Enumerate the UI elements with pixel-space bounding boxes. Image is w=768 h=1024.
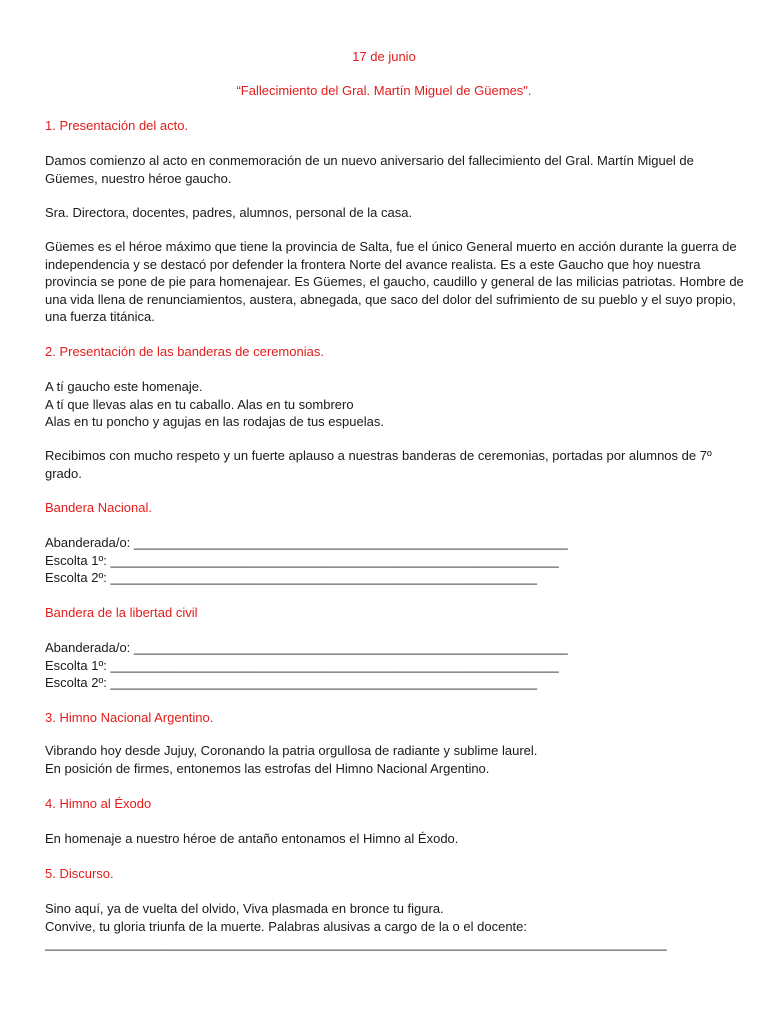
section-2-verse-2: A tí que llevas alas en tu caballo. Alas en tu sombrero [45, 396, 354, 412]
section-2-paragraph-line-2: grado. [45, 465, 82, 481]
section-3-line-2: En posición de firmes, entonemos las estrofas del Himno Nacional Argentino. [45, 760, 490, 776]
section-3-line-1: Vibrando hoy desde Jujuy, Coronando la patria orgullosa de radiante y sublime laurel. [45, 743, 538, 758]
section-5-signature-blank: ______________________________________________________________________________________ [45, 936, 667, 951]
document-title: “Fallecimiento del Gral. Martín Miguel de Güemes". [236, 83, 532, 98]
section-1-paragraph-1-line-1: Damos comienzo al acto en conmemoración de un nuevo aniversario del fallecimiento del Gral. Martín Miguel de [45, 153, 694, 168]
section-2-paragraph-line-1: Recibimos con mucho respeto y un fuerte aplauso a nuestras banderas de ceremonias, portadas por alumnos de 7º [45, 448, 712, 463]
section-5-line-2: Convive, tu gloria triunfa de la muerte. Palabras alusivas a cargo de la o el docente: [45, 918, 527, 934]
section-3-heading: 3. Himno Nacional Argentino. [45, 710, 214, 725]
section-2-heading: 2. Presentación de las banderas de ceremonias. [45, 344, 324, 359]
flag-national-heading: Bandera Nacional. [45, 500, 152, 515]
section-5-heading: 5. Discurso. [45, 866, 114, 881]
section-1-paragraph-2: Sra. Directora, docentes, padres, alumnos, personal de la casa. [45, 205, 413, 220]
section-2-verse-3: Alas en tu poncho y agujas en las rodajas de tus espuelas. [45, 414, 384, 429]
flag-civil-escolta-1-field: Escolta 1º: ______________________________________________________________ [45, 657, 559, 673]
flag-national-escolta-2-field: Escolta 2º: ___________________________________________________________ [45, 570, 538, 585]
section-4-line-1: En homenaje a nuestro héroe de antaño entonamos el Himno al Éxodo. [45, 831, 459, 846]
section-1-paragraph-3-line-5: una fuerza titánica. [45, 309, 155, 324]
flag-civil-escolta-2-field: Escolta 2º: ___________________________________________________________ [45, 675, 538, 690]
document-date: 17 de junio [352, 49, 416, 64]
flag-civil-abanderada-field: Abanderada/o: ____________________________________________________________ [45, 640, 568, 655]
flag-civil-heading: Bandera de la libertad civil [45, 605, 198, 620]
section-1-paragraph-3-line-2: independencia y se destacó por defender la frontera Norte del avance realista. Es a este Gaucho que hoy nuestra [45, 256, 701, 272]
section-4-heading: 4. Himno al Éxodo [45, 796, 152, 811]
section-1-paragraph-3-line-3: provincia se pone de pie para homenajear. Es Güemes, el gaucho, caudillo y general de las milicias patriotas. Hombre de [45, 274, 744, 289]
section-1-paragraph-3-line-1: Güemes es el héroe máximo que tiene la provincia de Salta, fue el único General muerto en acción durante la guerra de [45, 239, 737, 254]
section-1-paragraph-3-line-4: una vida llena de renunciamientos, austera, abnegada, que saco del dolor del sufrimiento de su pueblo y el suyo propio, [45, 291, 736, 307]
section-5-line-1: Sino aquí, ya de vuelta del olvido, Viva plasmada en bronce tu figura. [45, 901, 444, 916]
section-1-paragraph-1-line-2: Güemes, nuestro héroe gaucho. [45, 170, 232, 186]
flag-national-escolta-1-field: Escolta 1º: ______________________________________________________________ [45, 552, 559, 568]
section-1-heading: 1. Presentación del acto. [45, 118, 189, 133]
section-2-verse-1: A tí gaucho este homenaje. [45, 379, 203, 394]
flag-national-abanderada-field: Abanderada/o: ____________________________________________________________ [45, 535, 568, 550]
